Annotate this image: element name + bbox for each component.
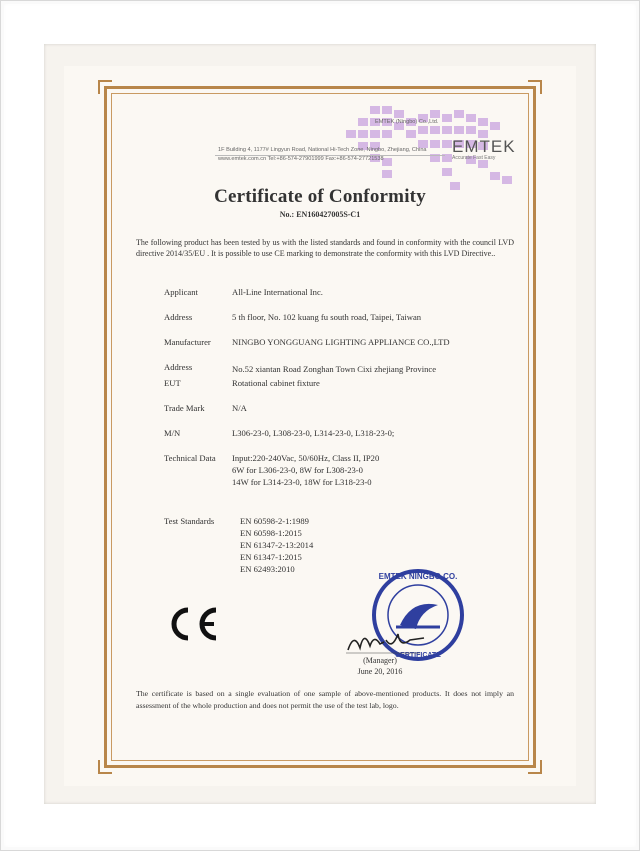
technical-data-label: Technical Data	[164, 453, 216, 463]
manufacturer-address-value: No.52 xiantan Road Zonghan Town Cixi zhejiang Province	[232, 364, 437, 374]
certificate-footer-note: The certificate is based on a single evaluation of one sample of above-mentioned products. It does not imply an assessment of the whole production and does not permit the use of the test lab, logo.	[136, 689, 514, 710]
ce-mark-icon	[164, 604, 224, 644]
svg-text:CERTIFICATE: CERTIFICATE	[395, 652, 441, 659]
model-number-label: M/N	[164, 428, 181, 438]
applicant-label: Applicant	[164, 287, 198, 297]
border-corner-bottom-right	[528, 760, 542, 774]
test-standard-4: EN 61347-1:2015	[240, 552, 302, 562]
letterhead-address: 1F Building 4, 1177# Lingyun Road, National Hi-Tech Zone, Ningbo, Zhejiang, China	[218, 147, 427, 153]
manufacturer-address-label: Address	[164, 362, 193, 372]
technical-data-line-1: Input:220-240Vac, 50/60Hz, Class II, IP20	[232, 453, 380, 463]
applicant-value: All-Line International Inc.	[232, 287, 323, 297]
emtek-logo-tagline: Accurate Fast Easy	[452, 155, 496, 161]
trade-mark-label: Trade Mark	[164, 403, 205, 413]
manufacturer-label: Manufacturer	[164, 337, 211, 347]
test-standard-5: EN 62493:2010	[240, 564, 295, 574]
certificate-title: Certificate of Conformity	[214, 186, 426, 207]
certificate-number: No.: EN160427005S-C1	[279, 210, 361, 219]
manufacturer-value: NINGBO YONGGUANG LIGHTING APPLIANCE CO.,LTD	[232, 337, 450, 347]
eut-label: EUT	[164, 378, 181, 388]
technical-data-line-2: 6W for L306-23-0, 8W for L308-23-0	[232, 465, 363, 475]
border-corner-top-right	[528, 80, 542, 94]
eut-value: Rotational cabinet fixture	[232, 378, 320, 388]
address-label: Address	[164, 312, 193, 322]
test-standard-1: EN 60598-2-1:1989	[240, 516, 309, 526]
manager-title: (Manager)	[363, 656, 397, 665]
trade-mark-value: N/A	[232, 403, 247, 413]
test-standard-2: EN 60598-1:2015	[240, 528, 302, 538]
letterhead-contacts: www.emtek.com.cn Tel:+86-574-27901999 Fax:+86-574-27721538	[218, 156, 384, 162]
border-corner-bottom-left	[98, 760, 112, 774]
model-number-value: L306-23-0, L308-23-0, L314-23-0, L318-23-0;	[232, 428, 395, 438]
border-corner-top-left	[98, 80, 112, 94]
signature-date: June 20, 2016	[357, 667, 403, 676]
svg-text:EMTEK NINGBO CO.: EMTEK NINGBO CO.	[378, 572, 458, 581]
emtek-logo: EMTEK	[452, 137, 516, 156]
manager-signature	[340, 620, 430, 660]
address-value: 5 th floor, No. 102 kuang fu south road, Taipei, Taiwan	[232, 312, 422, 322]
technical-data-line-3: 14W for L314-23-0, 18W for L318-23-0	[232, 477, 372, 487]
test-standard-3: EN 61347-2-13:2014	[240, 540, 314, 550]
letterhead-rule	[215, 155, 445, 156]
certificate-intro: The following product has been tested by us with the listed standards and found in conformity with the council LVD directive 2014/35/EU . It is possible to use CE marking to demonstrate the conformity with this LVD Directive..	[136, 238, 514, 258]
letterhead-company: EMTEK (Ningbo) Co.,Ltd.	[375, 119, 439, 125]
test-standards-label: Test Standards	[164, 516, 215, 526]
